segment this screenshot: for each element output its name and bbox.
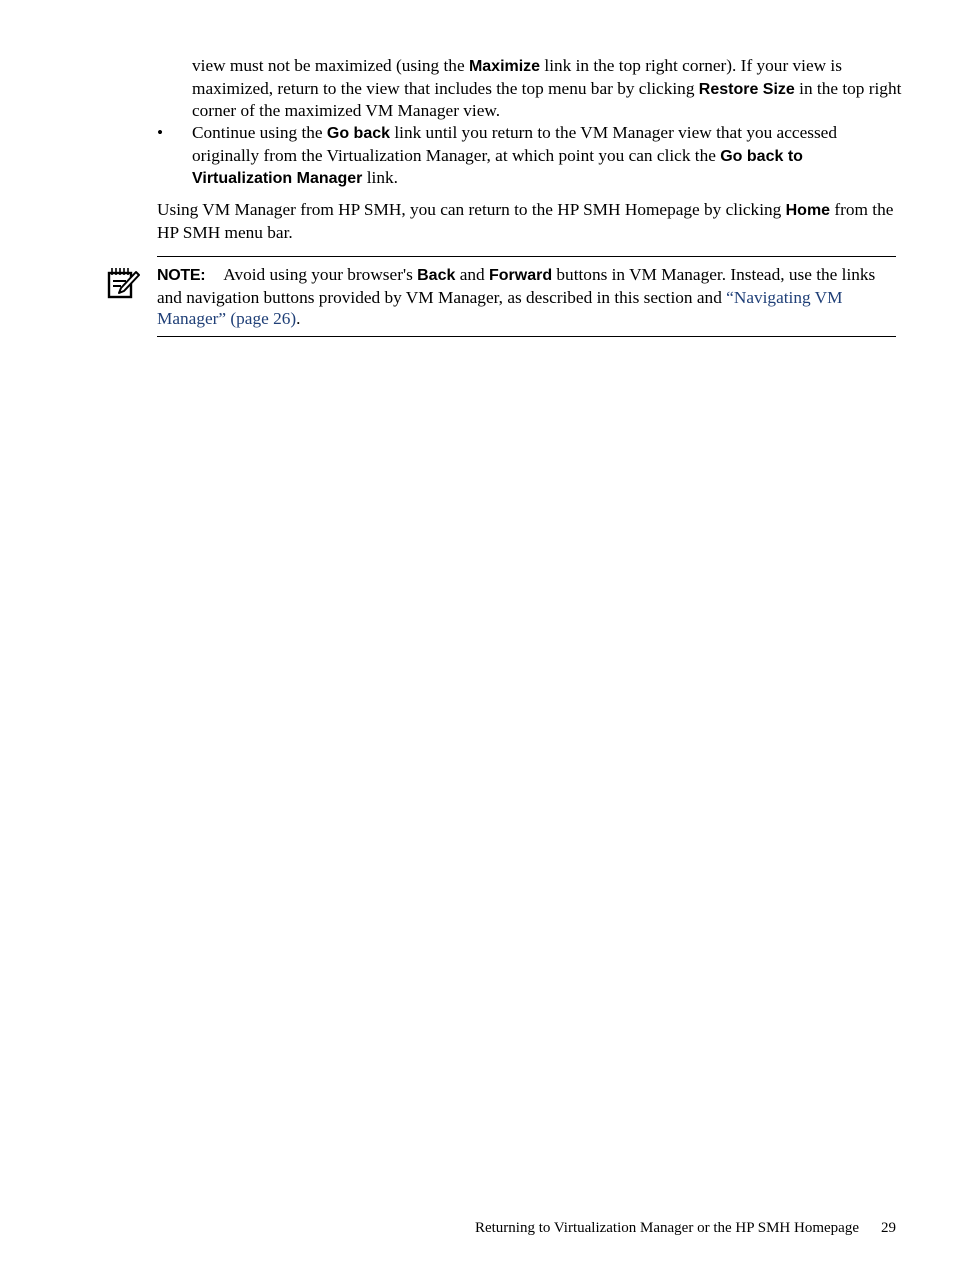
bullet-text: Continue using the Go back link until you return to the VM Manager view that you accessed originally from the Virtualization Manager, at which point you can click the Go back to Virtualization Manager link. bbox=[192, 123, 837, 187]
page-footer bbox=[475, 1220, 896, 1237]
note-label: NOTE: bbox=[157, 267, 206, 284]
note-pencil-icon bbox=[106, 266, 140, 300]
home-term: Home bbox=[785, 202, 831, 219]
forward-term: Forward bbox=[488, 267, 553, 284]
note-box: NOTE: Avoid using your browser's Back and Forward buttons in VM Manager. Instead, use the links and navigation buttons provided by VM Manager, as described in this section and “Navigating VM Manager” (page 26). bbox=[157, 256, 896, 337]
bullet-marker: • bbox=[157, 123, 164, 142]
navigating-vm-manager-link[interactable]: “Navigating VM Manager” (page 26) bbox=[157, 287, 843, 328]
home-paragraph: Using VM Manager from HP SMH, you can return to the HP SMH Homepage by clicking Home from the HP SMH menu bar. bbox=[157, 200, 894, 242]
back-term: Back bbox=[417, 267, 456, 284]
page-number: 29 bbox=[881, 1220, 896, 1236]
continuation-paragraph: view must not be maximized (using the Maximize link in the top right corner). If your view is maximized, return to the view that includes the top menu bar by clicking Restore Size in the top right corner of the maximized VM Manager view. bbox=[192, 56, 902, 120]
go-back-term: Go back bbox=[326, 125, 391, 142]
maximize-term: Maximize bbox=[468, 58, 541, 75]
go-back-to-vm-term: Go back to Virtualization Manager bbox=[192, 147, 803, 187]
bullet-item-go-back bbox=[157, 122, 902, 190]
footer-title: Returning to Virtualization Manager or the HP SMH Homepage bbox=[474, 1220, 859, 1236]
restore-size-term: Restore Size bbox=[698, 80, 795, 98]
